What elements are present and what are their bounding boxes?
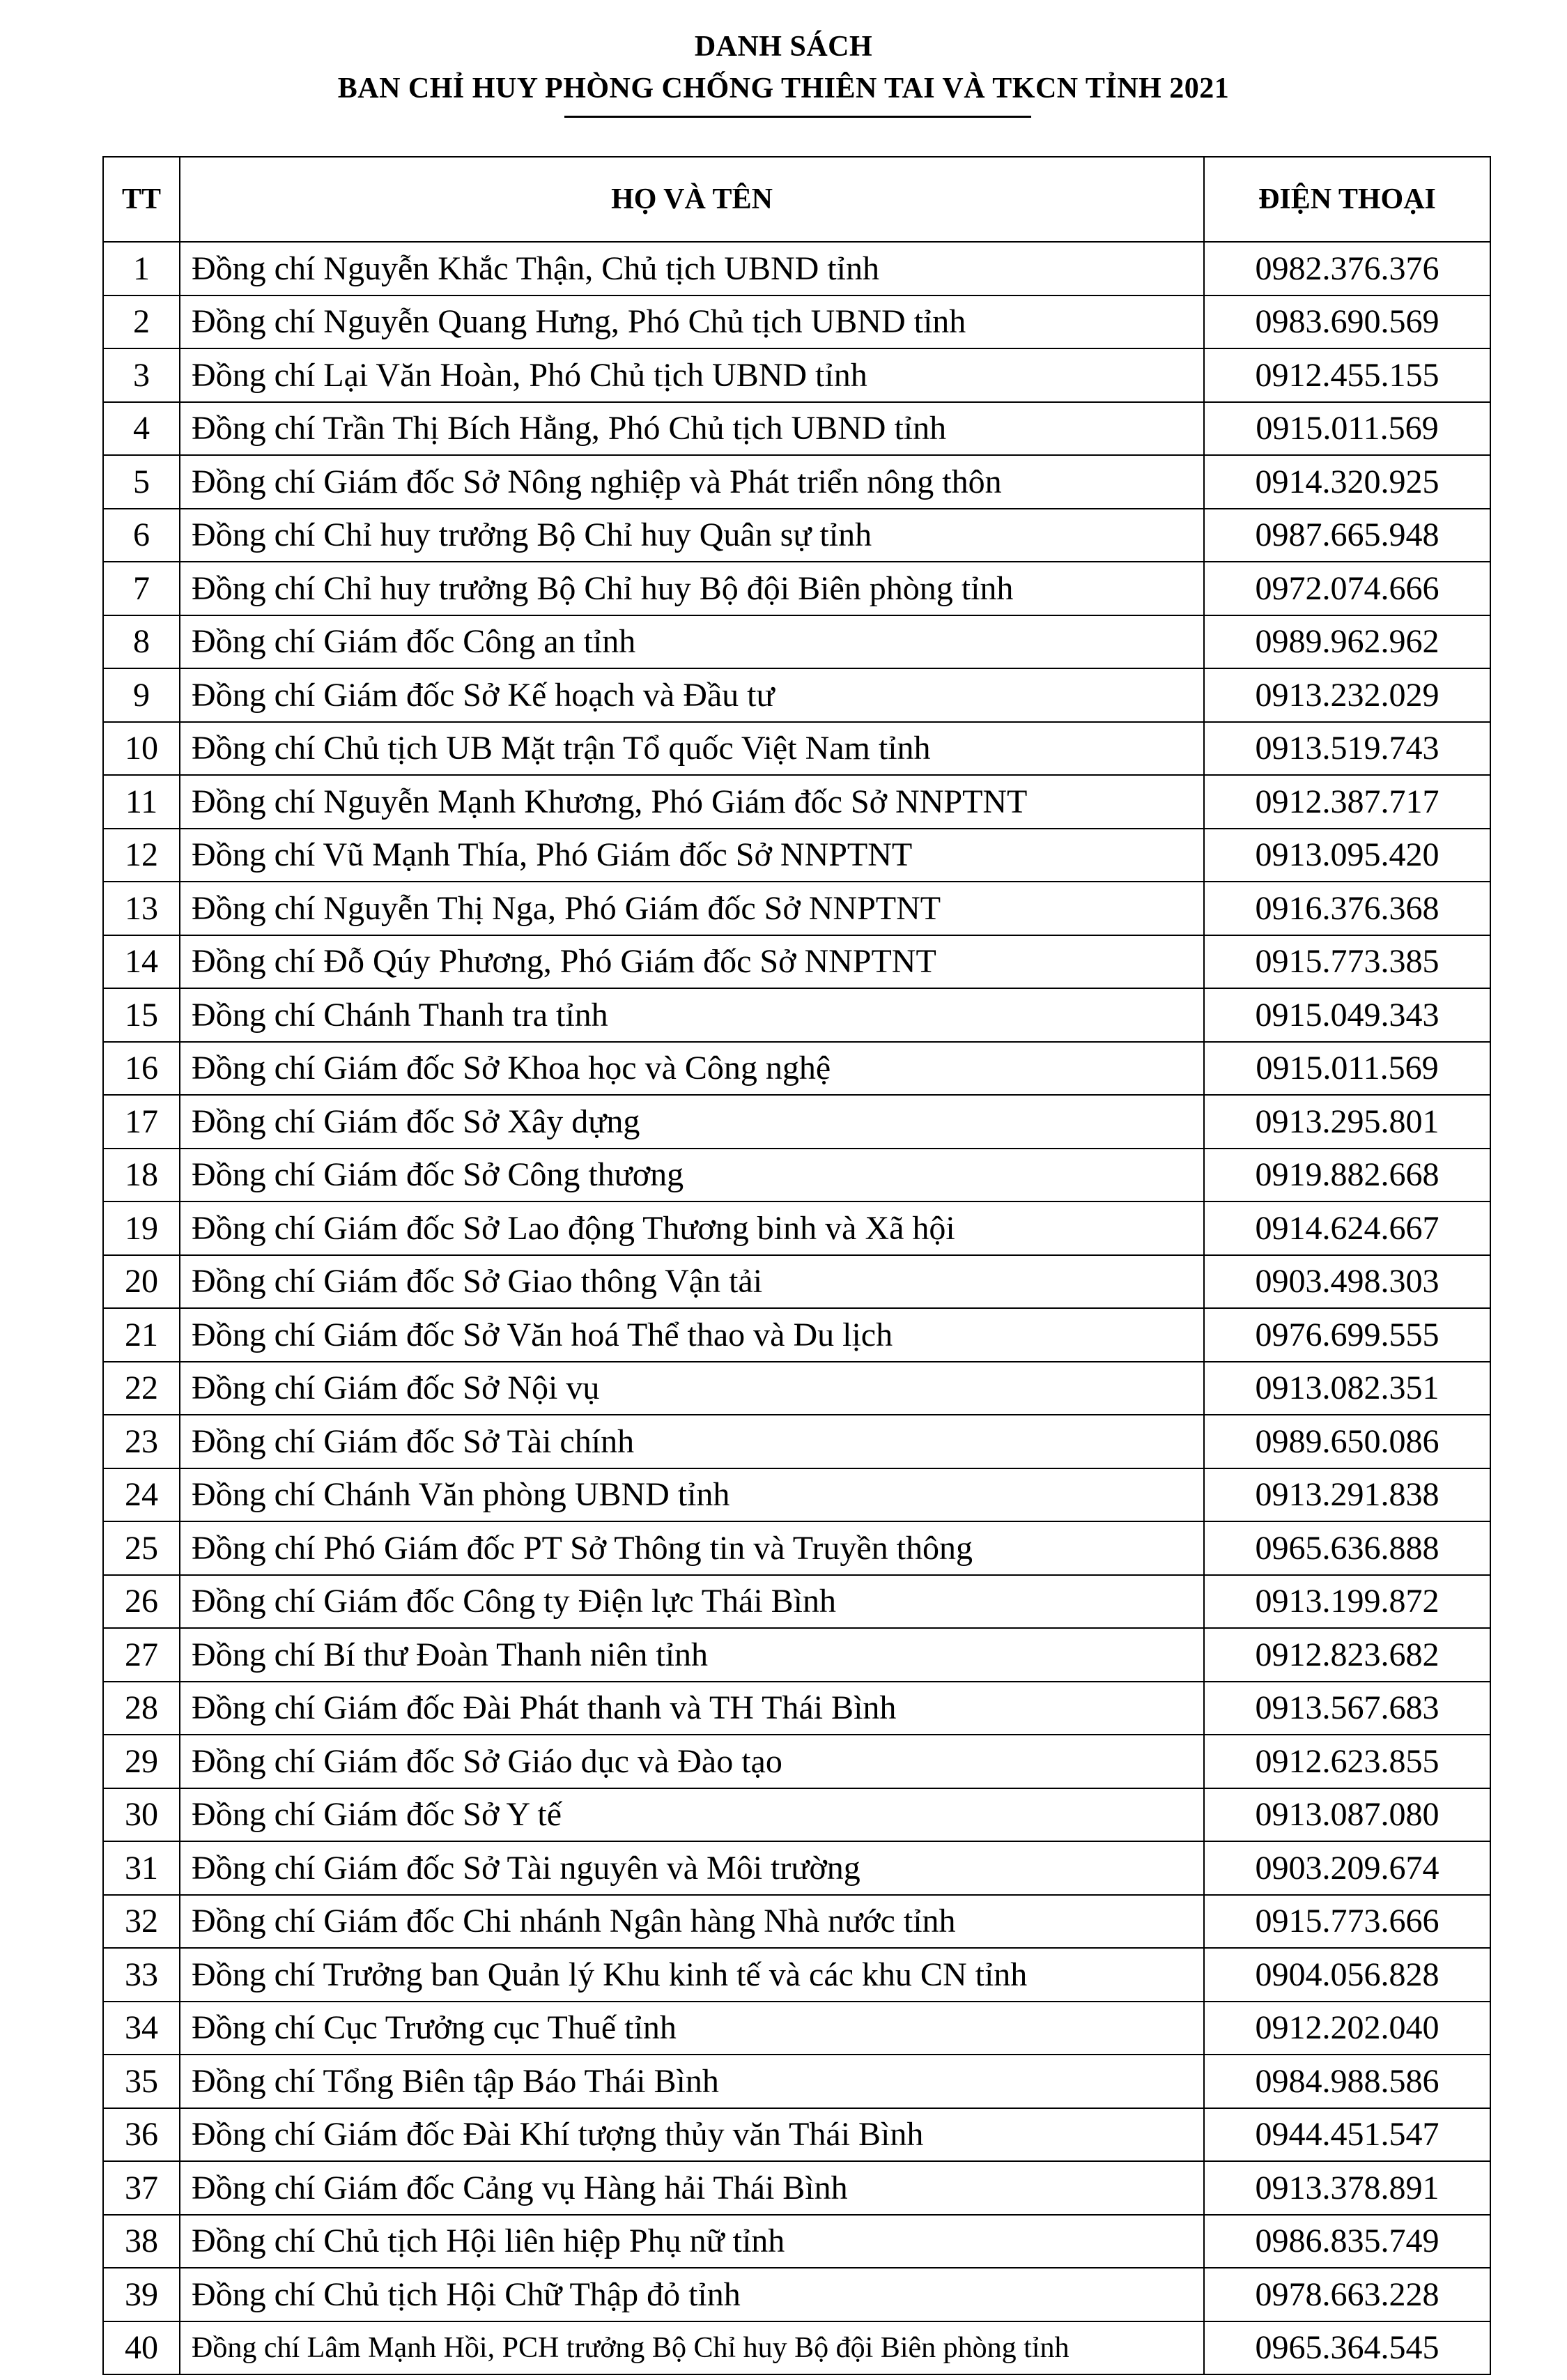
row-phone: 0912.623.855 <box>1204 1735 1490 1788</box>
row-name: Đồng chí Giám đốc Sở Tài chính <box>180 1415 1204 1468</box>
row-phone: 0913.567.683 <box>1204 1682 1490 1735</box>
row-phone: 0913.378.891 <box>1204 2161 1490 2215</box>
table-row <box>103 2161 1490 2215</box>
row-name: Đồng chí Nguyễn Mạnh Khương, Phó Giám đốc Sở NNPTNT <box>180 775 1204 829</box>
row-phone: 0986.835.749 <box>1204 2215 1490 2268</box>
table-row <box>103 1415 1490 1468</box>
row-number: 14 <box>103 935 180 989</box>
row-phone: 0913.095.420 <box>1204 829 1490 882</box>
row-number: 26 <box>103 1575 180 1629</box>
table-header-row <box>103 157 1490 242</box>
row-number: 39 <box>103 2268 180 2321</box>
table-row <box>103 1628 1490 1682</box>
row-phone: 0915.011.569 <box>1204 1042 1490 1096</box>
table-row <box>103 2215 1490 2268</box>
table-row <box>103 348 1490 402</box>
row-name: Đồng chí Giám đốc Công ty Điện lực Thái Bình <box>180 1575 1204 1629</box>
table-row <box>103 1201 1490 1255</box>
row-number: 6 <box>103 509 180 562</box>
row-name: Đồng chí Vũ Mạnh Thía, Phó Giám đốc Sở NNPTNT <box>180 829 1204 882</box>
row-number: 18 <box>103 1149 180 1202</box>
table-row <box>103 2268 1490 2321</box>
row-phone: 0913.082.351 <box>1204 1362 1490 1415</box>
table-row <box>103 2055 1490 2108</box>
title-underline <box>564 116 1031 118</box>
row-name: Đồng chí Nguyễn Thị Nga, Phó Giám đốc Sở NNPTNT <box>180 882 1204 935</box>
row-phone: 0976.699.555 <box>1204 1308 1490 1362</box>
row-number: 3 <box>103 348 180 402</box>
row-number: 2 <box>103 295 180 349</box>
row-name: Đồng chí Chủ tịch UB Mặt trận Tổ quốc Việt Nam tỉnh <box>180 722 1204 776</box>
table-row <box>103 1788 1490 1842</box>
row-number: 15 <box>103 988 180 1042</box>
row-number: 32 <box>103 1895 180 1949</box>
row-phone: 0982.376.376 <box>1204 242 1490 295</box>
row-name: Đồng chí Lại Văn Hoàn, Phó Chủ tịch UBND tỉnh <box>180 348 1204 402</box>
row-name: Đồng chí Chánh Thanh tra tỉnh <box>180 988 1204 1042</box>
row-name: Đồng chí Lâm Mạnh Hồi, PCH trưởng Bộ Chỉ huy Bộ đội Biên phòng tỉnh <box>180 2321 1204 2375</box>
row-phone: 0913.087.080 <box>1204 1788 1490 1842</box>
row-name: Đồng chí Nguyễn Khắc Thận, Chủ tịch UBND tỉnh <box>180 242 1204 295</box>
row-name: Đồng chí Tổng Biên tập Báo Thái Bình <box>180 2055 1204 2108</box>
document-title: DANH SÁCH <box>694 31 873 63</box>
table-row <box>103 988 1490 1042</box>
table-row <box>103 722 1490 776</box>
row-name: Đồng chí Trần Thị Bích Hằng, Phó Chủ tịch UBND tỉnh <box>180 402 1204 456</box>
table-row <box>103 2321 1490 2375</box>
row-number: 21 <box>103 1308 180 1362</box>
row-name: Đồng chí Giám đốc Đài Khí tượng thủy văn Thái Bình <box>180 2108 1204 2162</box>
row-number: 16 <box>103 1042 180 1096</box>
row-number: 40 <box>103 2321 180 2375</box>
row-phone: 0944.451.547 <box>1204 2108 1490 2162</box>
row-name: Đồng chí Giám đốc Sở Giao thông Vận tải <box>180 1255 1204 1309</box>
row-phone: 0912.387.717 <box>1204 775 1490 829</box>
table-row <box>103 2108 1490 2162</box>
row-phone: 0912.823.682 <box>1204 1628 1490 1682</box>
table-row <box>103 402 1490 456</box>
row-number: 37 <box>103 2161 180 2215</box>
table-row <box>103 2002 1490 2055</box>
table-row <box>103 1735 1490 1788</box>
row-name: Đồng chí Giám đốc Sở Tài nguyên và Môi trường <box>180 1841 1204 1895</box>
table-row <box>103 1948 1490 2002</box>
row-name: Đồng chí Cục Trưởng cục Thuế tỉnh <box>180 2002 1204 2055</box>
row-number: 9 <box>103 668 180 722</box>
row-phone: 0915.773.666 <box>1204 1895 1490 1949</box>
row-number: 24 <box>103 1468 180 1522</box>
table-row <box>103 1255 1490 1309</box>
row-number: 28 <box>103 1682 180 1735</box>
row-name: Đồng chí Chỉ huy trưởng Bộ Chỉ huy Quân sự tỉnh <box>180 509 1204 562</box>
column-header-tt: TT <box>103 157 180 242</box>
row-name: Đồng chí Giám đốc Sở Công thương <box>180 1149 1204 1202</box>
table-row <box>103 668 1490 722</box>
table-row <box>103 1841 1490 1895</box>
row-number: 7 <box>103 562 180 615</box>
table-row <box>103 455 1490 509</box>
row-number: 12 <box>103 829 180 882</box>
row-number: 25 <box>103 1521 180 1575</box>
row-phone: 0903.498.303 <box>1204 1255 1490 1309</box>
row-phone: 0965.636.888 <box>1204 1521 1490 1575</box>
row-name: Đồng chí Phó Giám đốc PT Sở Thông tin và Truyền thông <box>180 1521 1204 1575</box>
row-name: Đồng chí Giám đốc Sở Giáo dục và Đào tạo <box>180 1735 1204 1788</box>
row-name: Đồng chí Bí thư Đoàn Thanh niên tỉnh <box>180 1628 1204 1682</box>
row-name: Đồng chí Giám đốc Sở Nông nghiệp và Phát triển nông thôn <box>180 455 1204 509</box>
row-number: 38 <box>103 2215 180 2268</box>
row-phone: 0914.624.667 <box>1204 1201 1490 1255</box>
row-phone: 0989.650.086 <box>1204 1415 1490 1468</box>
table-row <box>103 509 1490 562</box>
row-name: Đồng chí Giám đốc Sở Y tế <box>180 1788 1204 1842</box>
row-number: 34 <box>103 2002 180 2055</box>
row-number: 29 <box>103 1735 180 1788</box>
table-row <box>103 829 1490 882</box>
table-row <box>103 1575 1490 1629</box>
row-phone: 0912.202.040 <box>1204 2002 1490 2055</box>
table-row <box>103 882 1490 935</box>
row-name: Đồng chí Chủ tịch Hội liên hiệp Phụ nữ tỉnh <box>180 2215 1204 2268</box>
row-number: 1 <box>103 242 180 295</box>
row-phone: 0914.320.925 <box>1204 455 1490 509</box>
row-phone: 0913.291.838 <box>1204 1468 1490 1522</box>
row-number: 33 <box>103 1948 180 2002</box>
row-number: 35 <box>103 2055 180 2108</box>
row-number: 19 <box>103 1201 180 1255</box>
row-phone: 0919.882.668 <box>1204 1149 1490 1202</box>
row-number: 11 <box>103 775 180 829</box>
table-row <box>103 1308 1490 1362</box>
row-name: Đồng chí Nguyễn Quang Hưng, Phó Chủ tịch UBND tỉnh <box>180 295 1204 349</box>
row-phone: 0913.232.029 <box>1204 668 1490 722</box>
table-row <box>103 1895 1490 1949</box>
table-row <box>103 1149 1490 1202</box>
row-name: Đồng chí Giám đốc Sở Khoa học và Công nghệ <box>180 1042 1204 1096</box>
row-name: Đồng chí Giám đốc Cảng vụ Hàng hải Thái Bình <box>180 2161 1204 2215</box>
row-phone: 0989.962.962 <box>1204 615 1490 669</box>
row-phone: 0915.049.343 <box>1204 988 1490 1042</box>
table-row <box>103 1095 1490 1149</box>
table-row <box>103 295 1490 349</box>
table-row <box>103 562 1490 615</box>
row-number: 30 <box>103 1788 180 1842</box>
row-name: Đồng chí Chánh Văn phòng UBND tỉnh <box>180 1468 1204 1522</box>
row-phone: 0904.056.828 <box>1204 1948 1490 2002</box>
row-phone: 0972.074.666 <box>1204 562 1490 615</box>
row-number: 5 <box>103 455 180 509</box>
row-number: 23 <box>103 1415 180 1468</box>
table-row <box>103 1521 1490 1575</box>
row-number: 13 <box>103 882 180 935</box>
row-number: 31 <box>103 1841 180 1895</box>
row-phone: 0903.209.674 <box>1204 1841 1490 1895</box>
column-header-name: HỌ VÀ TÊN <box>180 157 1204 242</box>
row-name: Đồng chí Đỗ Qúy Phương, Phó Giám đốc Sở NNPTNT <box>180 935 1204 989</box>
document-subtitle: BAN CHỈ HUY PHÒNG CHỐNG THIÊN TAI VÀ TKCN TỈNH 2021 <box>337 72 1230 105</box>
row-phone: 0913.199.872 <box>1204 1575 1490 1629</box>
row-name: Đồng chí Giám đốc Sở Nội vụ <box>180 1362 1204 1415</box>
row-name: Đồng chí Chủ tịch Hội Chữ Thập đỏ tỉnh <box>180 2268 1204 2321</box>
row-phone: 0913.519.743 <box>1204 722 1490 776</box>
row-name: Đồng chí Giám đốc Đài Phát thanh và TH Thái Bình <box>180 1682 1204 1735</box>
row-number: 36 <box>103 2108 180 2162</box>
row-number: 17 <box>103 1095 180 1149</box>
contact-table <box>102 156 1491 2375</box>
row-phone: 0913.295.801 <box>1204 1095 1490 1149</box>
column-header-phone: ĐIỆN THOẠI <box>1204 157 1490 242</box>
row-number: 22 <box>103 1362 180 1415</box>
row-phone: 0965.364.545 <box>1204 2321 1490 2375</box>
table-row <box>103 242 1490 295</box>
row-phone: 0915.011.569 <box>1204 402 1490 456</box>
table-body <box>103 242 1490 2374</box>
table-row <box>103 1682 1490 1735</box>
row-phone: 0978.663.228 <box>1204 2268 1490 2321</box>
table-row <box>103 615 1490 669</box>
row-name: Đồng chí Chỉ huy trưởng Bộ Chỉ huy Bộ đội Biên phòng tỉnh <box>180 562 1204 615</box>
row-phone: 0984.988.586 <box>1204 2055 1490 2108</box>
row-number: 27 <box>103 1628 180 1682</box>
row-name: Đồng chí Giám đốc Sở Kế hoạch và Đầu tư <box>180 668 1204 722</box>
row-phone: 0983.690.569 <box>1204 295 1490 349</box>
row-phone: 0915.773.385 <box>1204 935 1490 989</box>
row-number: 20 <box>103 1255 180 1309</box>
row-phone: 0987.665.948 <box>1204 509 1490 562</box>
table-row <box>103 775 1490 829</box>
row-number: 4 <box>103 402 180 456</box>
table-row <box>103 1362 1490 1415</box>
row-name: Đồng chí Giám đốc Chi nhánh Ngân hàng Nhà nước tỉnh <box>180 1895 1204 1949</box>
row-phone: 0912.455.155 <box>1204 348 1490 402</box>
row-name: Đồng chí Giám đốc Sở Văn hoá Thể thao và Du lịch <box>180 1308 1204 1362</box>
row-number: 10 <box>103 722 180 776</box>
table-row <box>103 1468 1490 1522</box>
row-name: Đồng chí Giám đốc Sở Lao động Thương binh và Xã hội <box>180 1201 1204 1255</box>
row-name: Đồng chí Giám đốc Công an tỉnh <box>180 615 1204 669</box>
row-phone: 0916.376.368 <box>1204 882 1490 935</box>
table-row <box>103 935 1490 989</box>
table-row <box>103 1042 1490 1096</box>
row-number: 8 <box>103 615 180 669</box>
row-name: Đồng chí Trưởng ban Quản lý Khu kinh tế và các khu CN tỉnh <box>180 1948 1204 2002</box>
row-name: Đồng chí Giám đốc Sở Xây dựng <box>180 1095 1204 1149</box>
